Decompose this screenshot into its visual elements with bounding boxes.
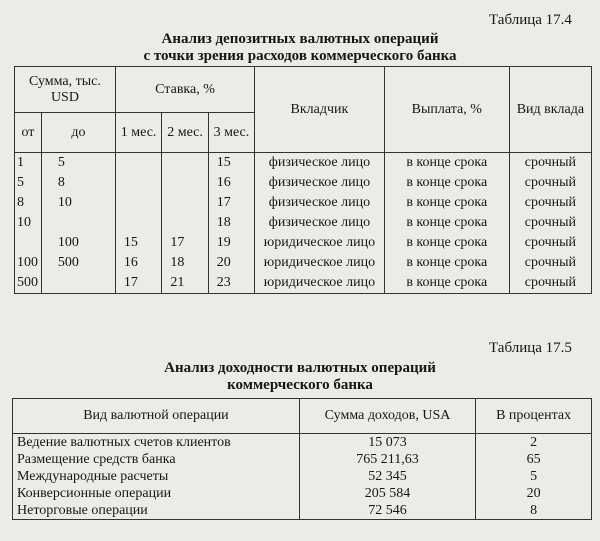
cell-from: 1 bbox=[15, 153, 42, 174]
currency-income-table bbox=[12, 398, 592, 520]
cell-rate-2m bbox=[162, 173, 208, 193]
cell-rate-1m: 16 bbox=[115, 253, 161, 273]
cell-payout: в конце срока bbox=[384, 253, 509, 273]
table-17-5-number: Таблица 17.5 bbox=[489, 340, 572, 356]
cell-kind: срочный bbox=[509, 193, 591, 213]
header-depositor: Вкладчик bbox=[255, 67, 385, 153]
cell-kind: срочный bbox=[509, 273, 591, 294]
cell-income: 765 211,63 bbox=[299, 451, 475, 468]
cell-rate-3m: 19 bbox=[208, 233, 254, 253]
table-17-4-title bbox=[90, 31, 510, 65]
cell-operation: Неторговые операции bbox=[13, 502, 300, 520]
header-rate: Ставка, % bbox=[115, 67, 254, 113]
cell-percent: 20 bbox=[476, 485, 592, 502]
table-row bbox=[13, 502, 592, 520]
cell-percent: 8 bbox=[476, 502, 592, 520]
cell-rate-1m bbox=[115, 173, 161, 193]
cell-percent: 2 bbox=[476, 434, 592, 452]
cell-rate-3m: 18 bbox=[208, 213, 254, 233]
cell-rate-2m bbox=[162, 153, 208, 174]
cell-rate-1m: 17 bbox=[115, 273, 161, 294]
table-row bbox=[15, 253, 592, 273]
cell-from: 500 bbox=[15, 273, 42, 294]
table-row bbox=[15, 153, 592, 174]
header-2-month: 2 мес. bbox=[162, 113, 208, 153]
cell-to: 8 bbox=[41, 173, 115, 193]
cell-to: 10 bbox=[41, 193, 115, 213]
table-17-4-title-line2: с точки зрения расходов коммерческого банка bbox=[143, 48, 457, 64]
cell-rate-3m: 20 bbox=[208, 253, 254, 273]
table-17-5-title bbox=[90, 360, 510, 394]
cell-operation: Ведение валютных счетов клиентов bbox=[13, 434, 300, 452]
table-row bbox=[13, 485, 592, 502]
cell-depositor: физическое лицо bbox=[255, 173, 385, 193]
header-to: до bbox=[41, 113, 115, 153]
cell-depositor: юридическое лицо bbox=[255, 233, 385, 253]
header-sum: Сумма, тыс. USD bbox=[15, 67, 116, 113]
header-from: от bbox=[15, 113, 42, 153]
header-percent: В процентах bbox=[476, 399, 592, 434]
cell-from bbox=[15, 233, 42, 253]
cell-rate-3m: 16 bbox=[208, 173, 254, 193]
table-17-5-title-line1: Анализ доходности валютных операций bbox=[164, 360, 436, 376]
cell-payout: в конце срока bbox=[384, 213, 509, 233]
cell-percent: 5 bbox=[476, 468, 592, 485]
cell-rate-1m bbox=[115, 193, 161, 213]
header-income: Сумма доходов, USA bbox=[299, 399, 475, 434]
table-row bbox=[13, 451, 592, 468]
cell-kind: срочный bbox=[509, 213, 591, 233]
cell-kind: срочный bbox=[509, 253, 591, 273]
cell-depositor: юридическое лицо bbox=[255, 253, 385, 273]
header-1-month: 1 мес. bbox=[115, 113, 161, 153]
cell-operation: Конверсионные операции bbox=[13, 485, 300, 502]
cell-to: 5 bbox=[41, 153, 115, 174]
cell-kind: срочный bbox=[509, 173, 591, 193]
cell-rate-3m: 17 bbox=[208, 193, 254, 213]
cell-depositor: физическое лицо bbox=[255, 213, 385, 233]
header-kind: Вид вклада bbox=[509, 67, 591, 153]
cell-depositor: физическое лицо bbox=[255, 153, 385, 174]
cell-depositor: юридическое лицо bbox=[255, 273, 385, 294]
header-operation: Вид валютной операции bbox=[13, 399, 300, 434]
cell-percent: 65 bbox=[476, 451, 592, 468]
table-17-4-number: Таблица 17.4 bbox=[489, 12, 572, 28]
table-row bbox=[15, 273, 592, 294]
cell-to bbox=[41, 273, 115, 294]
cell-kind: срочный bbox=[509, 233, 591, 253]
cell-income: 52 345 bbox=[299, 468, 475, 485]
table-17-5-title-line2: коммерческого банка bbox=[227, 377, 373, 393]
cell-operation: Размещение средств банка bbox=[13, 451, 300, 468]
cell-income: 72 546 bbox=[299, 502, 475, 520]
cell-rate-2m bbox=[162, 213, 208, 233]
cell-rate-2m: 21 bbox=[162, 273, 208, 294]
cell-income: 15 073 bbox=[299, 434, 475, 452]
table-17-4-title-line1: Анализ депозитных валютных операций bbox=[161, 31, 439, 47]
cell-rate-2m bbox=[162, 193, 208, 213]
cell-to bbox=[41, 213, 115, 233]
table-row bbox=[15, 173, 592, 193]
cell-from: 5 bbox=[15, 173, 42, 193]
cell-to: 500 bbox=[41, 253, 115, 273]
cell-from: 100 bbox=[15, 253, 42, 273]
table-row bbox=[13, 434, 592, 452]
cell-to: 100 bbox=[41, 233, 115, 253]
table-row bbox=[15, 193, 592, 213]
cell-rate-3m: 15 bbox=[208, 153, 254, 174]
deposit-operations-table bbox=[14, 66, 592, 294]
cell-from: 8 bbox=[15, 193, 42, 213]
table-row bbox=[15, 233, 592, 253]
cell-from: 10 bbox=[15, 213, 42, 233]
cell-kind: срочный bbox=[509, 153, 591, 174]
cell-payout: в конце срока bbox=[384, 273, 509, 294]
table-row bbox=[15, 213, 592, 233]
cell-income: 205 584 bbox=[299, 485, 475, 502]
cell-rate-1m bbox=[115, 153, 161, 174]
header-payout: Выплата, % bbox=[384, 67, 509, 153]
cell-operation: Международные расчеты bbox=[13, 468, 300, 485]
cell-rate-1m bbox=[115, 213, 161, 233]
cell-payout: в конце срока bbox=[384, 193, 509, 213]
table-row bbox=[13, 468, 592, 485]
cell-payout: в конце срока bbox=[384, 153, 509, 174]
header-3-month: 3 мес. bbox=[208, 113, 254, 153]
cell-payout: в конце срока bbox=[384, 233, 509, 253]
cell-rate-1m: 15 bbox=[115, 233, 161, 253]
cell-rate-2m: 17 bbox=[162, 233, 208, 253]
cell-depositor: физическое лицо bbox=[255, 193, 385, 213]
cell-rate-2m: 18 bbox=[162, 253, 208, 273]
cell-payout: в конце срока bbox=[384, 173, 509, 193]
cell-rate-3m: 23 bbox=[208, 273, 254, 294]
